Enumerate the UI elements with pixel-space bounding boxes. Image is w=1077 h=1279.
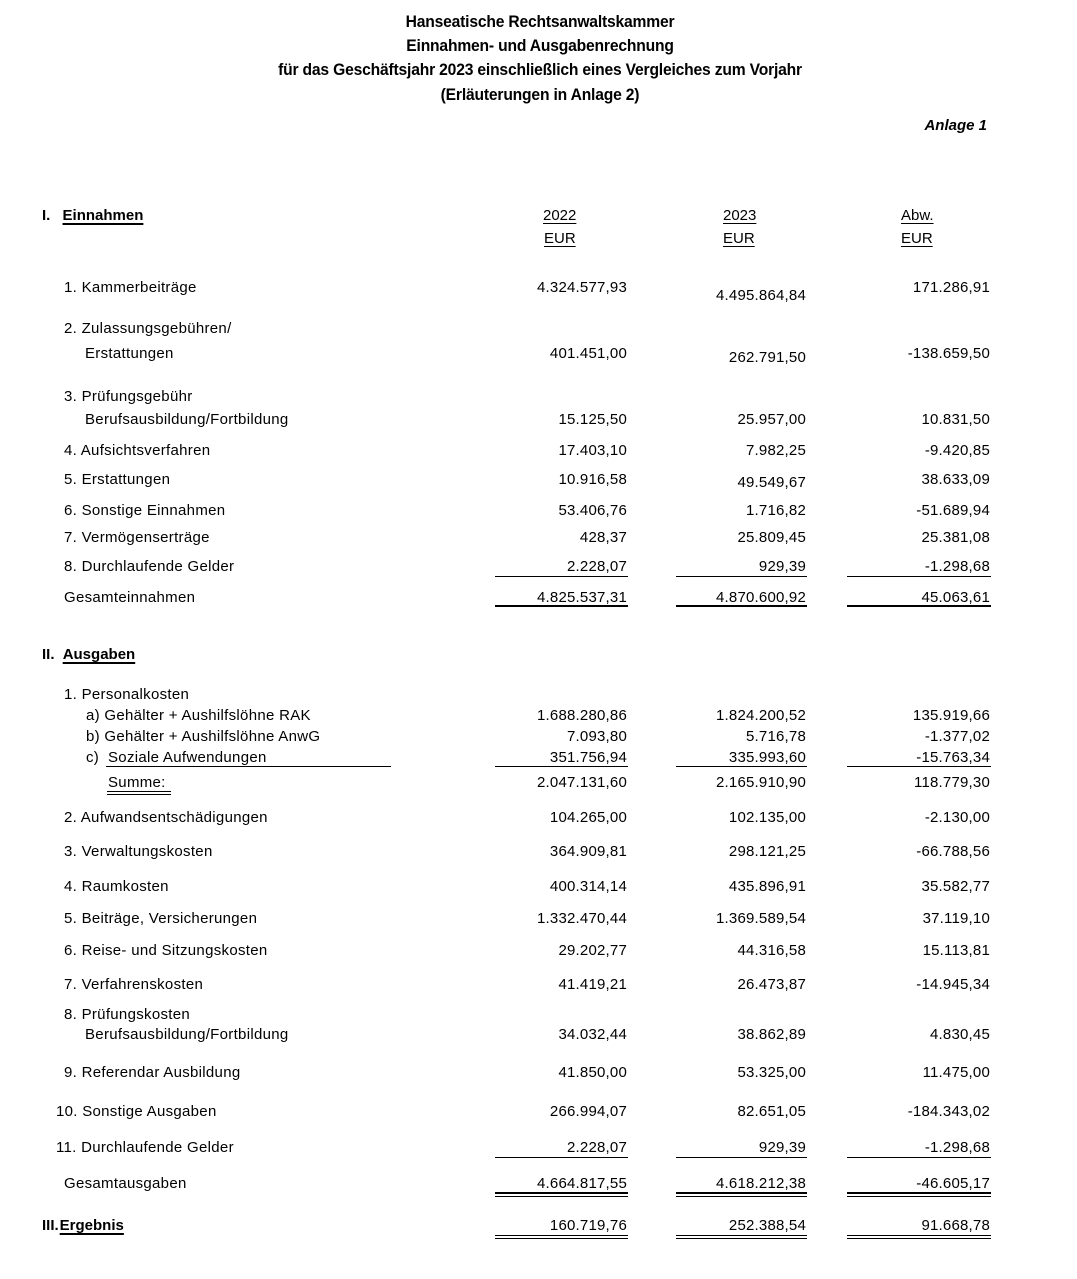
- result-abw: 91.668,78: [921, 1217, 990, 1234]
- value-2022: 10.916,58: [558, 471, 627, 488]
- report-note: (Erläuterungen in Anlage 2): [440, 85, 640, 104]
- row-label-continued: Berufsausbildung/Fortbildung: [85, 1026, 289, 1043]
- value-abw: -66.788,56: [916, 843, 990, 860]
- row-label: 1. Personalkosten: [64, 686, 190, 703]
- value-abw: -1.377,02: [924, 728, 990, 745]
- section-ergebnis-heading: [42, 1217, 128, 1234]
- section-title: Ergebnis: [59, 1217, 124, 1234]
- report-subtitle: für das Geschäftsjahr 2023 einschließlich eines Vergleiches zum Vorjahr: [278, 60, 802, 79]
- total-2022: 4.664.817,55: [537, 1175, 627, 1192]
- value-2023: 298.121,25: [728, 843, 806, 860]
- row-label: 10. Sonstige Ausgaben: [56, 1103, 217, 1120]
- subtotal-rule: [847, 766, 991, 767]
- result-double-rule: [847, 1235, 991, 1239]
- value-2023: 262.791,50: [728, 349, 806, 366]
- sum-2022: 2.047.131,60: [537, 774, 627, 791]
- col-header-2023-unit: EUR: [723, 230, 755, 247]
- section-title: Einnahmen: [62, 207, 144, 224]
- row-label: 7. Verfahrenskosten: [64, 976, 204, 993]
- appendix-label: Anlage 1: [924, 117, 987, 134]
- value-2023: 435.896,91: [728, 878, 806, 895]
- total-double-rule: [847, 1192, 991, 1197]
- value-2023: 25.809,45: [737, 529, 806, 546]
- total-abw: 45.063,61: [921, 589, 990, 606]
- value-abw: 171.286,91: [912, 279, 990, 296]
- total-2023: 4.618.212,38: [716, 1175, 806, 1192]
- sum-label-double-rule: [107, 791, 171, 795]
- row-label: 2. Zulassungsgebühren/: [64, 320, 232, 337]
- value-2022: 351.756,94: [549, 749, 627, 766]
- value-2023: 1.716,82: [746, 502, 806, 519]
- value-2022: 1.688.280,86: [537, 707, 627, 724]
- subtotal-rule: [495, 1157, 628, 1158]
- value-abw: 15.113,81: [922, 942, 990, 959]
- value-2023: 38.862,89: [737, 1026, 806, 1043]
- row-label-continued: Berufsausbildung/Fortbildung: [85, 411, 289, 428]
- subtotal-rule: [495, 766, 628, 767]
- col-header-abw: Abw.: [901, 207, 934, 224]
- value-abw: -1.298,68: [924, 1139, 990, 1156]
- value-2023: 335.993,60: [728, 749, 806, 766]
- value-2022: 29.202,77: [558, 942, 627, 959]
- subtotal-rule: [847, 1157, 991, 1158]
- result-double-rule: [495, 1235, 628, 1239]
- sum-2023: 2.165.910,90: [716, 774, 806, 791]
- section-title: Ausgaben: [62, 646, 136, 663]
- total-label: Gesamteinnahmen: [64, 589, 196, 606]
- subtotal-rule: [847, 576, 991, 577]
- value-abw: 135.919,66: [912, 707, 990, 724]
- row-label: 7. Vermögenserträge: [64, 529, 210, 546]
- value-2023: 4.495.864,84: [716, 287, 806, 304]
- value-2023: 929,39: [758, 558, 806, 575]
- value-abw: 11.475,00: [922, 1064, 990, 1081]
- subtotal-rule: [495, 576, 628, 577]
- value-2022: 17.403,10: [558, 442, 627, 459]
- total-rule: [676, 605, 807, 607]
- value-2022: 364.909,81: [549, 843, 627, 860]
- value-abw: 10.831,50: [921, 411, 990, 428]
- value-2023: 25.957,00: [737, 411, 806, 428]
- row-label: 1. Kammerbeiträge: [64, 279, 197, 296]
- value-abw: -184.343,02: [907, 1103, 990, 1120]
- value-2022: 266.994,07: [549, 1103, 627, 1120]
- col-header-2023-year: 2023: [723, 207, 757, 224]
- value-2023: 929,39: [758, 1139, 806, 1156]
- sub-row-label: b) Gehälter + Aushilfslöhne AnwG: [86, 728, 321, 745]
- row-label: 6. Sonstige Einnahmen: [64, 502, 226, 519]
- row-label: 4. Aufsichtsverfahren: [64, 442, 211, 459]
- total-2023: 4.870.600,92: [716, 589, 806, 606]
- row-label: 8. Durchlaufende Gelder: [64, 558, 235, 575]
- value-abw: 4.830,45: [930, 1026, 990, 1043]
- section-roman: III.: [42, 1217, 59, 1234]
- section-roman: I.: [42, 207, 51, 224]
- row-label: 11. Durchlaufende Gelder: [56, 1139, 234, 1156]
- result-2023: 252.388,54: [728, 1217, 806, 1234]
- value-2022: 1.332.470,44: [537, 910, 627, 927]
- total-double-rule: [495, 1192, 628, 1197]
- value-2022: 7.093,80: [567, 728, 627, 745]
- value-2022: 400.314,14: [549, 878, 627, 895]
- col-header-2022-year: 2022: [543, 207, 577, 224]
- value-2023: 82.651,05: [737, 1103, 806, 1120]
- value-2023: 1.369.589,54: [716, 910, 806, 927]
- result-2022: 160.719,76: [549, 1217, 627, 1234]
- section-ausgaben-heading: [42, 646, 135, 663]
- value-2023: 49.549,67: [737, 474, 806, 491]
- value-2023: 53.325,00: [737, 1064, 806, 1081]
- section-roman: II.: [42, 646, 55, 663]
- value-2022: 41.850,00: [558, 1064, 627, 1081]
- sum-abw: 118.779,30: [914, 774, 990, 791]
- label-rule: [106, 766, 391, 767]
- value-abw: 37.119,10: [922, 910, 990, 927]
- value-2022: 41.419,21: [558, 976, 627, 993]
- report-title: Einnahmen- und Ausgabenrechnung: [406, 36, 674, 55]
- total-rule: [495, 605, 628, 607]
- value-2022: 53.406,76: [558, 502, 627, 519]
- row-label: 8. Prüfungskosten: [64, 1006, 191, 1023]
- value-abw: 35.582,77: [921, 878, 990, 895]
- total-label: Gesamtausgaben: [64, 1175, 187, 1192]
- value-2023: 5.716,78: [746, 728, 806, 745]
- sum-label: Summe:: [108, 774, 166, 791]
- result-double-rule: [676, 1235, 807, 1239]
- value-2022: 4.324.577,93: [537, 279, 627, 296]
- col-header-2022-unit: EUR: [544, 230, 576, 247]
- org-title: Hanseatische Rechtsanwaltskammer: [405, 12, 675, 31]
- row-label: 5. Erstattungen: [64, 471, 171, 488]
- total-2022: 4.825.537,31: [537, 589, 627, 606]
- row-label: 3. Prüfungsgebühr: [64, 388, 193, 405]
- value-abw: -9.420,85: [924, 442, 990, 459]
- sub-row-prefix: c): [86, 749, 100, 766]
- sub-row-label: a) Gehälter + Aushilfslöhne RAK: [86, 707, 311, 724]
- subtotal-rule: [676, 576, 807, 577]
- value-abw: -138.659,50: [907, 345, 990, 362]
- value-2022: 2.228,07: [567, 558, 627, 575]
- subtotal-rule: [676, 1157, 807, 1158]
- row-label: 6. Reise- und Sitzungskosten: [64, 942, 268, 959]
- value-2022: 2.228,07: [567, 1139, 627, 1156]
- value-2023: 1.824.200,52: [716, 707, 806, 724]
- value-abw: 38.633,09: [921, 471, 990, 488]
- value-2022: 428,37: [579, 529, 627, 546]
- value-abw: -2.130,00: [924, 809, 990, 826]
- value-2023: 26.473,87: [737, 976, 806, 993]
- value-2023: 102.135,00: [728, 809, 806, 826]
- row-label: 3. Verwaltungskosten: [64, 843, 213, 860]
- value-2022: 401.451,00: [549, 345, 627, 362]
- value-abw: -15.763,34: [916, 749, 990, 766]
- value-abw: 25.381,08: [921, 529, 990, 546]
- row-label: 4. Raumkosten: [64, 878, 169, 895]
- row-label-continued: Erstattungen: [85, 345, 174, 362]
- value-2022: 15.125,50: [558, 411, 627, 428]
- value-abw: -51.689,94: [916, 502, 990, 519]
- section-einnahmen-heading: [42, 207, 143, 224]
- subtotal-rule: [676, 766, 807, 767]
- total-rule: [847, 605, 991, 607]
- value-2023: 7.982,25: [746, 442, 806, 459]
- col-header-abw-unit: EUR: [901, 230, 933, 247]
- value-2022: 34.032,44: [558, 1026, 627, 1043]
- row-label: 2. Aufwandsentschädigungen: [64, 809, 268, 826]
- total-abw: -46.605,17: [916, 1175, 990, 1192]
- value-abw: -14.945,34: [916, 976, 990, 993]
- row-label: 9. Referendar Ausbildung: [64, 1064, 241, 1081]
- sub-row-label: Soziale Aufwendungen: [108, 749, 267, 766]
- row-label: 5. Beiträge, Versicherungen: [64, 910, 258, 927]
- total-double-rule: [676, 1192, 807, 1197]
- value-2022: 104.265,00: [549, 809, 627, 826]
- value-2023: 44.316,58: [737, 942, 806, 959]
- value-abw: -1.298,68: [924, 558, 990, 575]
